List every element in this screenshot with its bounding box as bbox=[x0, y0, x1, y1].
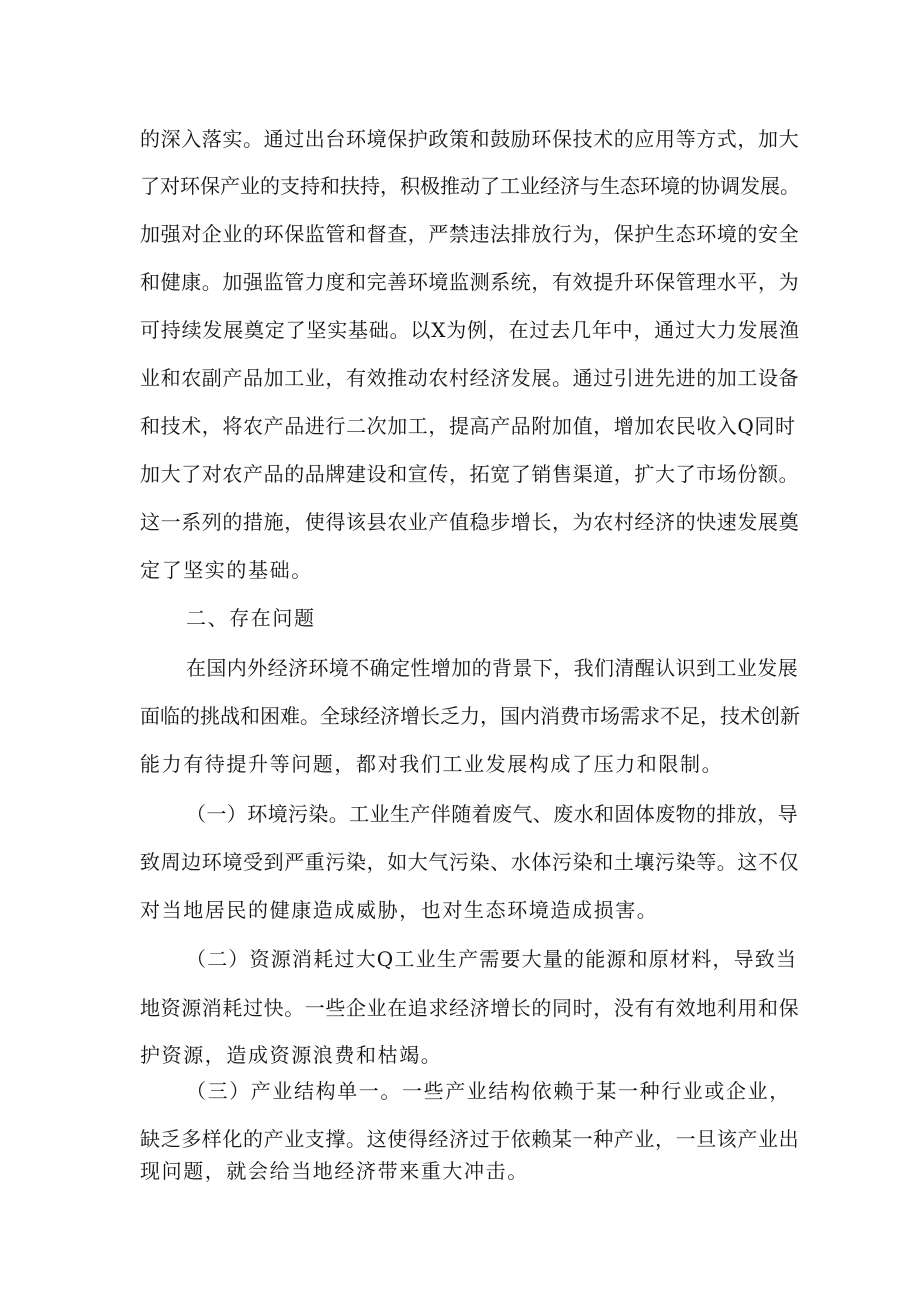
text-line: （三）产业结构单一。一些产业结构依赖于某一种行业或企业， bbox=[186, 1079, 791, 1103]
text-line: 加大了对农产品的品牌建设和宣传，拓宽了销售渠道，扩大了市场份额。 bbox=[140, 462, 800, 486]
text-line: 缺乏多样化的产业支撑。这使得经济过于依赖某一种产业，一旦该产业出 bbox=[140, 1127, 800, 1151]
text-line: 护资源，造成资源浪费和枯竭。 bbox=[140, 1043, 443, 1067]
text-line: 对当地居民的健康造成威胁，也对生态环境造成损害。 bbox=[140, 898, 659, 922]
text-line: 的深入落实。通过出台环境保护政策和鼓励环保技术的应用等方式，加大 bbox=[140, 127, 800, 151]
text-line: 这一系列的措施，使得该县农业产值稳步增长，为农村经济的快速发展奠 bbox=[140, 510, 800, 534]
section-heading: 二、存在问题 bbox=[186, 606, 316, 630]
text-line: 现问题，就会给当地经济带来重大冲击。 bbox=[140, 1159, 529, 1183]
text-line: 和技术，将农产品进行二次加工，提高产品附加值，增加农民收入Q同时 bbox=[140, 414, 796, 438]
text-line: 可持续发展奠定了坚实基础。以X为例，在过去几年中，通过大力发展渔 bbox=[140, 318, 800, 342]
text-line: 面临的挑战和困难。全球经济增长乏力，国内消费市场需求不足，技术创新 bbox=[140, 704, 800, 728]
text-line: （二）资源消耗过大Q工业生产需要大量的能源和原材料，导致当 bbox=[186, 947, 798, 971]
text-line: 了对环保产业的支持和扶持，积极推动了工业经济与生态环境的协调发展。 bbox=[140, 174, 800, 198]
text-line: 能力有待提升等问题，都对我们工业发展构成了压力和限制。 bbox=[140, 752, 724, 776]
text-line: 在国内外经济环境不确定性增加的背景下，我们清醒认识到工业发展 bbox=[186, 656, 798, 680]
text-line: 业和农副产品加工业，有效推动农村经济发展。通过引进先进的加工设备 bbox=[140, 366, 800, 390]
text-line: 致周边环境受到严重污染，如大气污染、水体污染和土壤污染等。这不仅 bbox=[140, 850, 800, 874]
text-line: （一）环境污染。工业生产伴随着废气、废水和固体废物的排放，导 bbox=[186, 802, 798, 826]
text-line: 定了坚实的基础。 bbox=[140, 558, 313, 582]
text-line: 和健康。加强监管力度和完善环境监测系统，有效提升环保管理水平，为 bbox=[140, 270, 800, 294]
text-line: 地资源消耗过快。一些企业在追求经济增长的同时，没有有效地利用和保 bbox=[140, 996, 800, 1020]
text-line: 加强对企业的环保监管和督查，严禁违法排放行为，保护生态环境的安全 bbox=[140, 222, 800, 246]
